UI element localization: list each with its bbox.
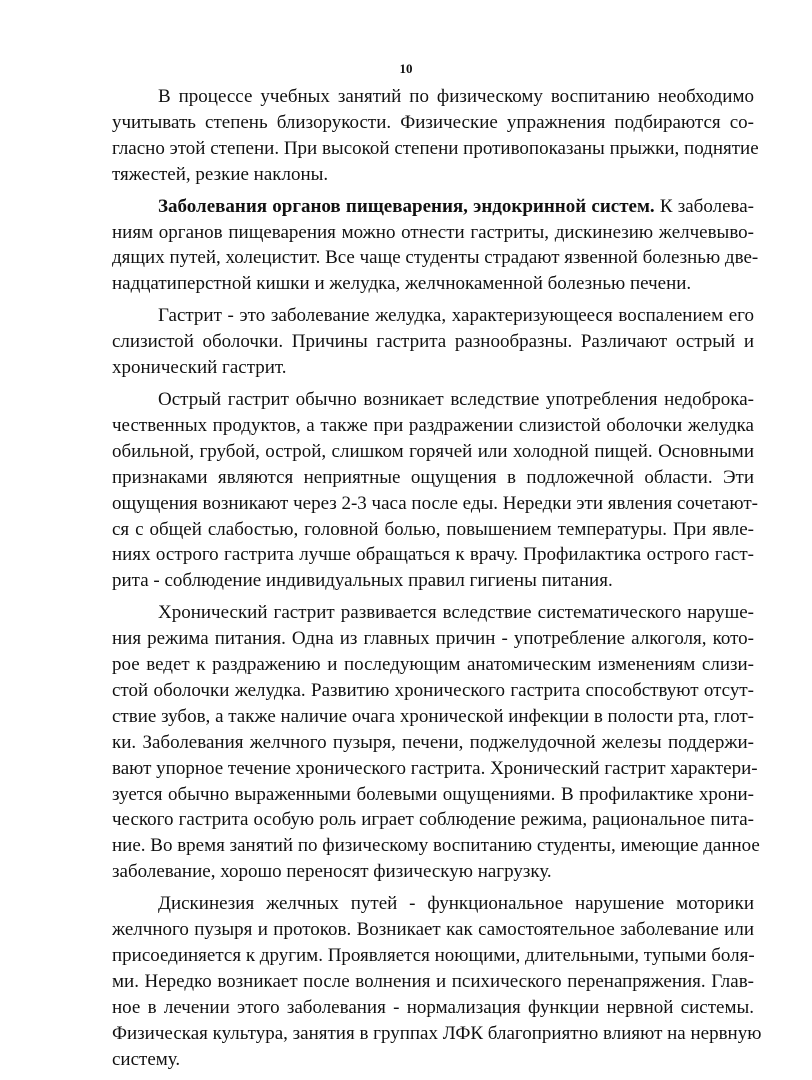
- section-heading: Заболевания органов пищеварения, эндокринной систем.: [158, 195, 655, 217]
- text-line: надцатиперстной кишки и желудка, желчнокаменной болезнью печени.: [112, 273, 692, 295]
- text-line: стой оболочки желудка. Развитию хронического гастрита способствуют отсут-: [112, 679, 754, 701]
- page-body: [112, 84, 762, 1079]
- text-fragment: К заболева-: [654, 195, 754, 217]
- text-line: ми. Нередко возникает после волнения и психического перенапряжения. Глав-: [112, 970, 754, 992]
- text-line: желчного пузыря и протоков. Возникает как самостоятельное заболевание или: [112, 919, 754, 941]
- paragraph-acute-gastritis: [112, 387, 758, 594]
- text-line: зуется обычно выраженными болевыми ощущениями. В профилактике хрони-: [112, 783, 754, 805]
- text-line: дящих путей, холецистит. Все чаще студенты страдают язвенной болезнью две-: [112, 247, 759, 269]
- text-line: ощущения возникают через 2-3 часа после еды. Нередки эти явления сочетают-: [112, 492, 758, 514]
- text-line: Гастрит - это заболевание желудка, характеризующееся воспалением его: [158, 305, 754, 327]
- text-line: ческого гастрита особую роль играет соблюдение режима, рациональное пита-: [112, 809, 754, 831]
- text-line: вают упорное течение хронического гастрита. Хронический гастрит характери-: [112, 757, 758, 779]
- text-line: слизистой оболочки. Причины гастрита разнообразны. Различают острый и: [112, 331, 754, 353]
- text-line: Острый гастрит обычно возникает вследствие употребления недоброка-: [158, 388, 754, 410]
- text-line: признаками являются неприятные ощущения в подложечной области. Эти: [112, 466, 754, 488]
- text-line: хронический гастрит.: [112, 357, 287, 379]
- text-line: Дискинезия желчных путей - функциональное нарушение моторики: [158, 893, 754, 915]
- text-line: ние. Во время занятий по физическому воспитанию студенты, имеющие данное: [112, 835, 760, 857]
- text-line: ки. Заболевания желчного пузыря, печени, поджелудочной железы поддержи-: [112, 731, 754, 753]
- text-line: тяжестей, резкие наклоны.: [112, 163, 329, 185]
- text-line: ся с общей слабостью, головной болью, повышением температуры. При явле-: [112, 518, 754, 540]
- text-line: Хронический гастрит развивается вследствие систематического наруше-: [158, 602, 754, 624]
- text-line: ния режима питания. Одна из главных причин - употребление алкоголя, кото-: [112, 628, 754, 650]
- text-line: рита - соблюдение индивидуальных правил гигиены питания.: [112, 570, 613, 592]
- page-number: 10: [399, 61, 413, 76]
- text-line: ниях острого гастрита лучше обращаться к врачу. Профилактика острого гаст-: [112, 544, 754, 566]
- text-line: ное в лечении этого заболевания - нормализация функции нервной системы.: [112, 996, 754, 1018]
- paragraph-biliary-dyskinesia: [112, 891, 762, 1072]
- text-line: заболевание, хорошо переносят физическую нагрузку.: [112, 861, 552, 883]
- paragraph-gastritis: [112, 303, 754, 381]
- text-line-with-heading: [112, 194, 754, 220]
- text-line: Физическая культура, занятия в группах ЛФК благоприятно влияют на нервную: [112, 1022, 762, 1044]
- paragraph-chronic-gastritis: [112, 600, 760, 885]
- paragraph-digestive-diseases: [112, 194, 759, 298]
- text-line: учитывать степень близорукости. Физические упражнения подбираются со-: [112, 111, 754, 133]
- text-line: рое ведет к раздражению и последующим анатомическим изменениям слизи-: [112, 654, 754, 676]
- text-line: чественных продуктов, а также при раздражении слизистой оболочки желудка: [112, 414, 754, 436]
- text-line: ниям органов пищеварения можно отнести гастриты, дискинезию желчевыво-: [112, 221, 754, 243]
- text-line: обильной, грубой, острой, слишком горячей или холодной пищей. Основными: [112, 440, 754, 462]
- text-line: систему.: [112, 1048, 181, 1070]
- paragraph-myopia: [112, 84, 759, 188]
- text-line: ствие зубов, а также наличие очага хронической инфекции в полости рта, глот-: [112, 705, 754, 727]
- text-line: присоединяется к другим. Проявляется ноющими, длительными, тупыми боля-: [112, 945, 755, 966]
- text-line: гласно этой степени. При высокой степени противопоказаны прыжки, поднятие: [112, 137, 759, 159]
- text-line: В процессе учебных занятий по физическому воспитанию необходимо: [158, 86, 754, 107]
